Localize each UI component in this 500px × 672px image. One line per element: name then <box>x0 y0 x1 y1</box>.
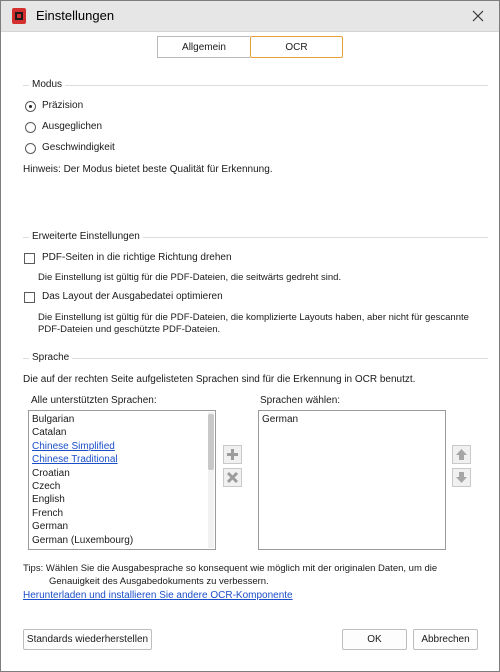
selected-languages-label: Sprachen wählen: <box>260 395 341 406</box>
optimize-layout-description-1: Die Einstellung ist gültig für die PDF-Dateien, die komplizierte Layouts haben, aber nicht für gescannte <box>38 312 469 323</box>
available-language-item[interactable]: French <box>32 507 64 519</box>
radio-precision-label: Präzision <box>42 100 84 111</box>
restore-defaults-button[interactable]: Standards wiederherstellen <box>23 629 152 650</box>
mode-hint: Hinweis: Der Modus bietet beste Qualität für Erkennung. <box>23 164 273 175</box>
arrow-up-icon <box>455 448 468 461</box>
optimize-layout-description-2: PDF-Dateien und geschützte PDF-Dateien. <box>38 324 221 335</box>
plus-icon <box>226 448 239 461</box>
available-language-item[interactable]: Czech <box>32 480 61 492</box>
download-ocr-link[interactable]: Herunterladen und installieren Sie andere OCR-Komponente <box>23 590 293 601</box>
radio-precision[interactable] <box>25 101 36 112</box>
move-up-button[interactable] <box>452 445 471 464</box>
checkbox-optimize-layout[interactable] <box>24 292 35 303</box>
arrow-down-icon <box>455 471 468 484</box>
add-language-button[interactable] <box>223 445 242 464</box>
rotate-pages-description: Die Einstellung ist gültig für die PDF-Dateien, die seitwärts gedreht sind. <box>38 272 342 283</box>
radio-speed-label: Geschwindigkeit <box>42 142 115 153</box>
available-languages-label: Alle unterstützten Sprachen: <box>31 395 157 406</box>
tips-text-2: Genauigkeit des Ausgabedokuments zu verbessern. <box>49 576 269 587</box>
close-icon <box>472 10 484 22</box>
available-language-item[interactable]: German <box>32 521 69 533</box>
language-intro: Die auf der rechten Seite aufgelisteten Sprachen sind für die Erkennung in OCR benutzt. <box>23 374 416 385</box>
radio-balanced-label: Ausgeglichen <box>42 121 103 132</box>
tips-text-1: Tips: Wählen Sie die Ausgabesprache so konsequent wie möglich mit der originalen Daten, um die <box>23 563 438 574</box>
move-down-button[interactable] <box>452 468 471 487</box>
tab-general[interactable]: Allgemein <box>157 36 250 58</box>
scroll-thumb[interactable] <box>208 414 214 470</box>
title-bar <box>1 1 499 32</box>
app-icon <box>11 8 27 24</box>
advanced-section-title: Erweiterte Einstellungen <box>29 231 143 242</box>
close-button[interactable] <box>463 3 493 29</box>
window-title: Einstellungen <box>36 8 115 23</box>
mode-section-title: Modus <box>29 79 65 90</box>
radio-balanced[interactable] <box>25 122 36 133</box>
available-languages-list[interactable] <box>28 410 216 550</box>
divider-language <box>23 358 488 359</box>
checkbox-optimize-layout-label: Das Layout der Ausgabedatei optimieren <box>42 291 223 302</box>
selected-language-item[interactable]: German <box>262 414 299 425</box>
ok-button[interactable]: OK <box>342 629 407 650</box>
checkbox-rotate-pages-label: PDF-Seiten in die richtige Richtung drehen <box>42 252 232 263</box>
available-language-item[interactable]: Catalan <box>32 427 67 439</box>
available-language-item[interactable]: German (Luxembourg) <box>32 534 134 546</box>
available-language-item[interactable]: Chinese Traditional <box>32 454 118 466</box>
selected-languages-list[interactable] <box>258 410 446 550</box>
remove-language-button[interactable] <box>223 468 242 487</box>
divider-mode <box>23 85 488 86</box>
cancel-button[interactable]: Abbrechen <box>413 629 478 650</box>
tab-bar <box>157 36 343 58</box>
language-section-title: Sprache <box>29 352 72 363</box>
radio-speed[interactable] <box>25 143 36 154</box>
remove-x-icon <box>226 471 239 484</box>
available-language-item[interactable]: English <box>32 494 65 506</box>
available-languages-scrollbar[interactable] <box>208 412 214 548</box>
available-language-item[interactable]: Chinese Simplified <box>32 440 115 452</box>
available-language-item[interactable]: Croatian <box>32 467 70 479</box>
checkbox-rotate-pages[interactable] <box>24 253 35 264</box>
available-language-item[interactable]: Bulgarian <box>32 414 75 425</box>
tab-ocr[interactable]: OCR <box>250 36 343 58</box>
